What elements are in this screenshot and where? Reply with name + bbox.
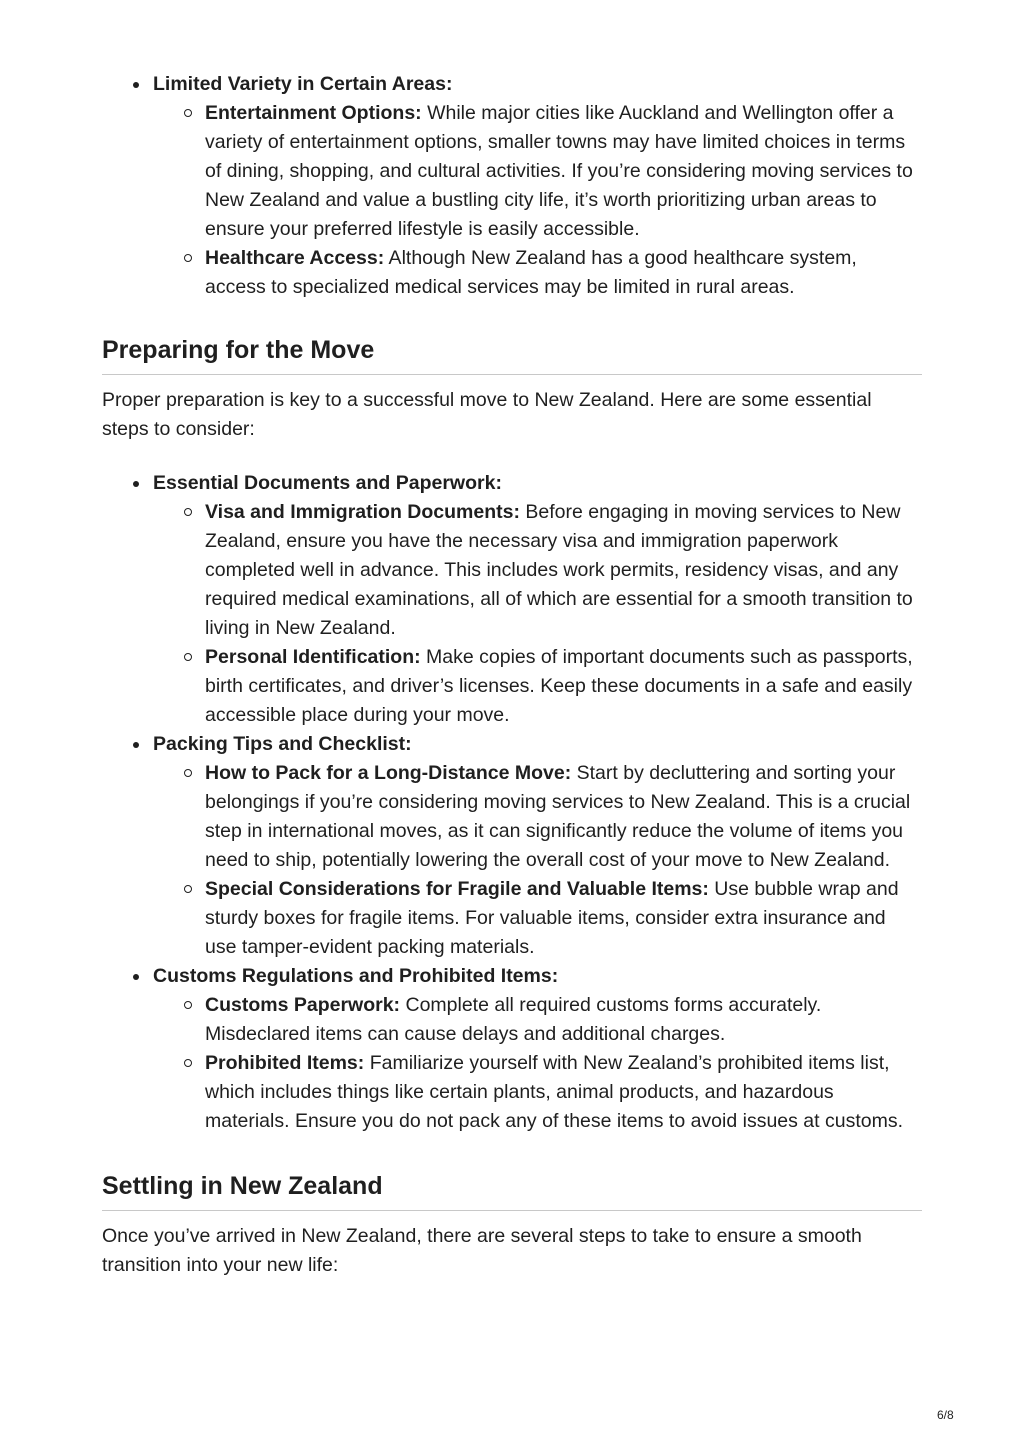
sub-item-text: Before engaging in moving services to New Zealand, ensure you have the necessary visa and immigration paperwork completed well in advance. This includes work permits, residency visas, and any required medical examinations, all of which are essential for a smooth transition to living in New Zealand. xyxy=(205,501,913,639)
limited-variety-list xyxy=(102,70,922,302)
page-number: 6/8 xyxy=(937,1408,954,1422)
sub-list-item xyxy=(153,498,922,643)
sub-list-item xyxy=(153,1049,922,1136)
list-item xyxy=(102,962,922,1136)
sub-list xyxy=(153,99,922,302)
list-item-heading: Packing Tips and Checklist: xyxy=(153,733,412,755)
section-heading-settling: Settling in New Zealand xyxy=(102,1170,922,1211)
section-heading-preparing: Preparing for the Move xyxy=(102,334,922,375)
section-intro-preparing: Proper preparation is key to a successful move to New Zealand. Here are some essential steps to consider: xyxy=(102,389,872,440)
sub-list xyxy=(153,498,922,730)
sub-item-label: Entertainment Options: xyxy=(205,102,422,124)
list-item xyxy=(102,469,922,730)
sub-item-text: Use bubble wrap and sturdy boxes for fragile items. For valuable items, consider extra insurance and use tamper-evident packing materials. xyxy=(205,878,899,958)
sub-item-label: How to Pack for a Long-Distance Move: xyxy=(205,762,572,784)
sub-item-label: Visa and Immigration Documents: xyxy=(205,501,520,523)
preparing-list xyxy=(102,469,922,1136)
sub-list-item xyxy=(153,99,922,244)
section-intro-settling: Once you’ve arrived in New Zealand, there are several steps to take to ensure a smooth transition into your new life: xyxy=(102,1225,862,1276)
sub-item-text: Make copies of important documents such as passports, birth certificates, and driver’s licenses. Keep these documents in a safe and easily accessible place during your move. xyxy=(205,646,913,726)
sub-item-text: Complete all required customs forms accurately. Misdeclared items can cause delays and additional charges. xyxy=(205,994,822,1045)
list-item xyxy=(102,730,922,962)
document-content xyxy=(102,70,922,1280)
sub-list-item xyxy=(153,244,922,302)
sub-item-text: Although New Zealand has a good healthcare system, access to specialized medical services may be limited in rural areas. xyxy=(205,247,857,298)
sub-item-label: Special Considerations for Fragile and Valuable Items: xyxy=(205,878,709,900)
sub-list-item xyxy=(153,875,922,962)
list-item-heading: Customs Regulations and Prohibited Items: xyxy=(153,965,559,987)
sub-item-label: Customs Paperwork: xyxy=(205,994,401,1016)
list-item-heading: Essential Documents and Paperwork: xyxy=(153,472,502,494)
sub-item-text: Start by decluttering and sorting your belongings if you’re considering moving services to New Zealand. This is a crucial step in international moves, as it can significantly reduce the volume of items you need to ship, potentially lowering the overall cost of your move to New Zealand. xyxy=(205,762,911,871)
sub-list-item xyxy=(153,643,922,730)
list-item-heading: Limited Variety in Certain Areas: xyxy=(153,73,453,95)
sub-item-label: Personal Identification: xyxy=(205,646,421,668)
sub-item-label: Prohibited Items: xyxy=(205,1052,365,1074)
sub-item-text: While major cities like Auckland and Wellington offer a variety of entertainment options, smaller towns may have limited choices in terms of dining, shopping, and cultural activities. If you’re considering moving services to New Zealand and value a bustling city life, it’s worth prioritizing urban areas to ensure your preferred lifestyle is easily accessible. xyxy=(205,102,913,240)
sub-list xyxy=(153,991,922,1136)
sub-list xyxy=(153,759,922,962)
sub-item-text: Familiarize yourself with New Zealand’s prohibited items list, which includes things like certain plants, animal products, and hazardous materials. Ensure you do not pack any of these items to avoid issues at customs. xyxy=(205,1052,904,1132)
sub-item-label: Healthcare Access: xyxy=(205,247,385,269)
list-item xyxy=(102,70,922,302)
sub-list-item xyxy=(153,759,922,875)
sub-list-item xyxy=(153,991,922,1049)
